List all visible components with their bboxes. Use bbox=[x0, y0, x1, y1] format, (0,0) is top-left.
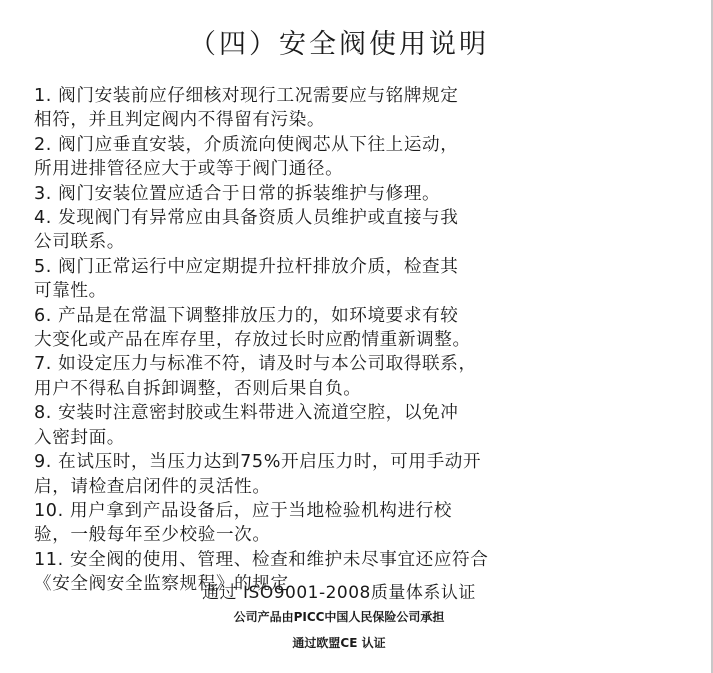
instruction-line: 公司联系。 bbox=[34, 232, 125, 253]
insurance-text: 公司产品由PICC中国人民保险公司承担 bbox=[233, 610, 445, 624]
instruction-line: 可靠性。 bbox=[34, 281, 107, 302]
instruction-line: 入密封面。 bbox=[34, 427, 125, 448]
instruction-line: 11. 安全阀的使用、管理、检查和维护未尽事宜还应符合 bbox=[34, 549, 489, 570]
instruction-line: 《安全阀安全监察规程》的规定 bbox=[34, 574, 289, 595]
instruction-line: 启，请检查启闭件的灵活性。 bbox=[34, 476, 271, 497]
instruction-line: 10. 用户拿到产品设备后，应于当地检验机构进行校 bbox=[34, 500, 453, 521]
instruction-list bbox=[34, 84, 694, 597]
iso-certification-text: 通过 ISO9001-2008质量体系认证 bbox=[202, 583, 476, 603]
instruction-line: 2. 阀门应垂直安装，介质流向使阀芯从下往上运动， bbox=[34, 134, 459, 155]
instruction-line: 9. 在试压时，当压力达到75%开启压力时，可用手动开 bbox=[34, 452, 482, 473]
instruction-line: 4. 发现阀门有异常应由具备资质人员维护或直接与我 bbox=[34, 208, 459, 229]
instruction-line: 1. 阀门安装前应仔细核对现行工况需要应与铭牌规定 bbox=[34, 86, 459, 106]
instruction-line: 验，一般每年至少校验一次。 bbox=[34, 525, 271, 546]
instruction-line: 大变化或产品在库存里，存放过长时应酌情重新调整。 bbox=[34, 330, 471, 351]
instruction-line: 7. 如设定压力与标准不符，请及时与本公司取得联系， bbox=[34, 354, 477, 375]
instruction-line: 3. 阀门安装位置应适合于日常的拆装维护与修理。 bbox=[34, 183, 441, 204]
instruction-line: 8. 安装时注意密封胶或生料带进入流道空腔，以免冲 bbox=[34, 403, 459, 424]
ce-certification-text: 通过欧盟CE 认证 bbox=[292, 636, 386, 650]
instruction-line: 所用进排管径应大于或等于阀门通径。 bbox=[34, 159, 344, 180]
document-title: （四）安全阀使用说明 bbox=[189, 29, 489, 60]
instruction-line: 用户不得私自拆卸调整，否则后果自负。 bbox=[34, 378, 362, 399]
instruction-line: 相符，并且判定阀内不得留有污染。 bbox=[34, 110, 326, 131]
instruction-line: 6. 产品是在常温下调整排放压力的，如环境要求有较 bbox=[34, 305, 459, 326]
instruction-line: 5. 阀门正常运行中应定期提升拉杆排放介质，检查其 bbox=[34, 256, 459, 277]
